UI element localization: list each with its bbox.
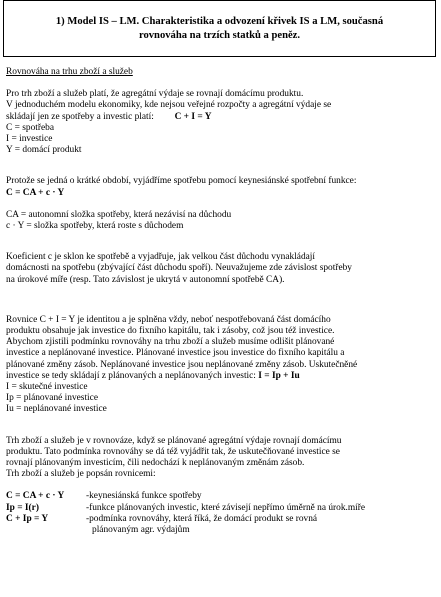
equation-row bbox=[6, 514, 436, 525]
paragraph-line: plánované změny zásob. Neplánované investice jsou neplánované změny zásob. Uskutečněné bbox=[6, 359, 358, 370]
equation-row bbox=[6, 491, 436, 502]
paragraph-line bbox=[6, 112, 436, 123]
definition-line: Iu = neplánované investice bbox=[6, 404, 107, 415]
title-box bbox=[3, 0, 436, 57]
equation-description: -podmínka rovnováhy, která říká, že domácí produkt se rovná bbox=[86, 513, 318, 524]
paragraph-text: skládají jen ze spotřeby a investic platí: bbox=[6, 111, 154, 122]
paragraph-line: domácnosti na spotřebu (zbývající část důchodu spoří). Neuvažujeme zde závislost spotřeby bbox=[6, 263, 352, 274]
definition-line: c · Y = složka spotřeby, která roste s důchodem bbox=[6, 221, 184, 232]
paragraph-line: Pro trh zboží a služeb platí, že agregátní výdaje se rovnají domácímu produktu. bbox=[6, 89, 304, 100]
equation-description-continuation: plánovaným agr. výdajům bbox=[92, 525, 190, 536]
paragraph-text: investice se tedy skládají z plánovaných a neplánovaných investic: bbox=[6, 370, 256, 381]
paragraph-line: rovnají plánovaným investicím, čili nedochází k neplánovaným změnám zásob. bbox=[6, 458, 305, 469]
definition-line: Y = domácí produkt bbox=[6, 145, 82, 156]
equation: C + Ip = Y bbox=[6, 513, 49, 524]
title-line-1: 1) Model IS – LM. Charakteristika a odvození křivek IS a LM, současná bbox=[55, 16, 384, 27]
paragraph-line: Rovnice C + I = Y je identitou a je splněna vždy, neboť nespotřebovaná část domácího bbox=[6, 314, 331, 325]
paragraph-line: investice a neplánované investice. Plánované investice jsou investice do fixního kapitálu a bbox=[6, 348, 345, 359]
equation-description: -keynesiánská funkce spotřeby bbox=[86, 491, 202, 502]
equation-description: -funkce plánovaných investic, které závisejí nepřímo úměrně na úrok.míře bbox=[86, 502, 366, 513]
paragraph-line bbox=[6, 371, 436, 382]
paragraph-line: Abychom zjistili podmínku rovnováhy na trhu zboží a služeb musíme odlišit plánované bbox=[6, 337, 335, 348]
paragraph-line: Koeficient c je sklon ke spotřebě a vyjadřuje, jak velkou část důchodu vynakládají bbox=[6, 252, 316, 263]
equation-row bbox=[6, 503, 436, 514]
section-heading: Rovnováha na trhu zboží a služeb bbox=[6, 67, 133, 77]
equation: Ip = I(r) bbox=[6, 502, 39, 513]
paragraph-line: na úrokové míře (resp. Tato závislost je ukrytá v autonomní spotřebě CA). bbox=[6, 274, 285, 285]
paragraph-line: produktu. Tato podmínka rovnováhy se dá též vyjádřit tak, že uskutečňované investice se bbox=[6, 446, 340, 457]
definition-line: Ip = plánované investice bbox=[6, 393, 98, 404]
document-body bbox=[6, 67, 436, 536]
paragraph-line: produktu obsahuje jak investice do fixního kapitálu, tak i zásoby, což jsou též investice. bbox=[6, 326, 335, 337]
paragraph-line: Protože se jedná o krátké období, vyjádříme spotřebu pomocí keynesiánské spotřební funkce: bbox=[6, 176, 357, 187]
definition-line: C = spotřeba bbox=[6, 122, 54, 133]
equation: C = CA + c · Y bbox=[6, 187, 65, 198]
equation: C + I = Y bbox=[174, 111, 212, 122]
equation: C = CA + c · Y bbox=[6, 491, 65, 502]
definition-line: I = skutečné investice bbox=[6, 382, 88, 393]
paragraph-line: Trh zboží a služeb je v rovnováze, když se plánované agregátní výdaje rovnají domácímu bbox=[6, 435, 342, 446]
title-line-2: rovnováha na trzích statků a peněz. bbox=[138, 29, 301, 41]
paragraph-line: V jednoduchém modelu ekonomiky, kde nejsou veřejné rozpočty a agregátní výdaje se bbox=[6, 100, 332, 111]
definition-line: I = investice bbox=[6, 134, 53, 145]
document-title bbox=[4, 1, 435, 42]
paragraph-line: Trh zboží a služeb je popsán rovnicemi: bbox=[6, 469, 156, 480]
definition-line: CA = autonomní složka spotřeby, která nezávisí na důchodu bbox=[6, 209, 232, 220]
equation: I = Ip + Iu bbox=[258, 370, 300, 381]
